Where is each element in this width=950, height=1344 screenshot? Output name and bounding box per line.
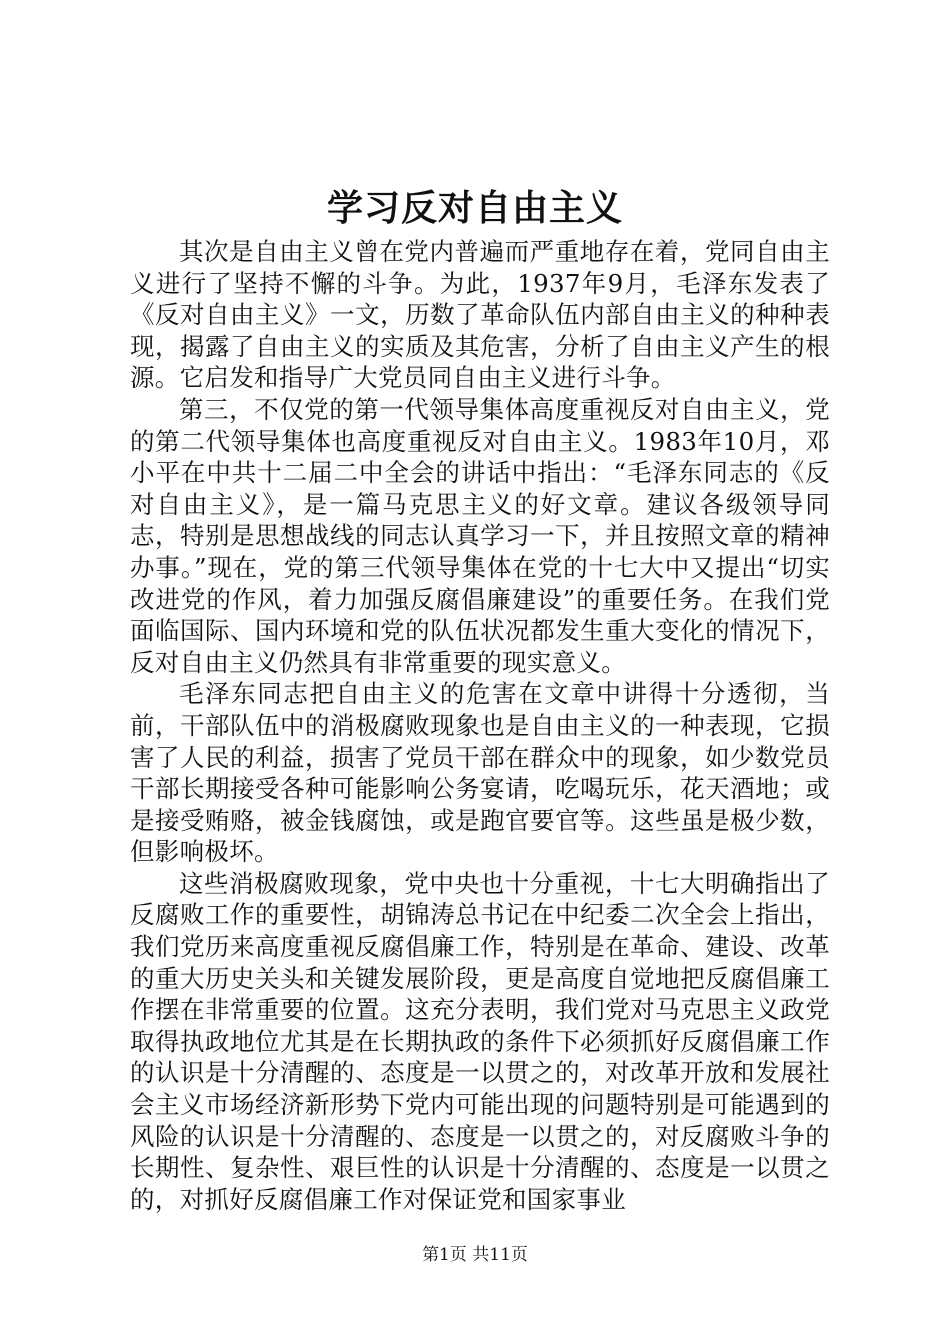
paragraph: 第三，不仅党的第一代领导集体高度重视反对自由主义，党的第二代领导集体也高度重视反对自由主义。1983年10月，邓小平在中共十二届二中全会的讲话中指出：“毛泽东同志的《反对自由主义》，是一篇马克思主义的好文章。建议各级领导同志，特别是思想战线的同志认真学习一下，并且按照文章的精神办事。”现在，党的第三代领导集体在党的十七大中又提出“切实改进党的作风，着力加强反腐倡廉建设”的重要任务。在我们党面临国际、国内环境和党的队伍状况都发生重大变化的情况下，反对自由主义仍然具有非常重要的现实意义。 bbox=[130, 394, 831, 677]
paragraph: 毛泽东同志把自由主义的危害在文章中讲得十分透彻，当前，干部队伍中的消极腐败现象也是自由主义的一种表现，它损害了人民的利益，损害了党员干部在群众中的现象，如少数党员干部长期接受各种可能影响公务宴请，吃喝玩乐，花天酒地；或是接受贿赂，被金钱腐蚀，或是跑官要官等。这些虽是极少数，但影响极坏。 bbox=[130, 679, 830, 867]
paragraph: 这些消极腐败现象，党中央也十分重视，十七大明确指出了反腐败工作的重要性，胡锦涛总书记在中纪委二次全会上指出，我们党历来高度重视反腐倡廉工作，特别是在革命、建设、改革的重大历史关头和关键发展阶段，更是高度自觉地把反腐倡廉工作摆在非常重要的位置。这充分表明，我们党对马克思主义政党取得执政地位尤其是在长期执政的条件下必须抓好反腐倡廉工作的认识是十分清醒的、态度是一以贯之的，对改革开放和发展社会主义市场经济新形势下党内可能出现的问题特别是可能遇到的风险的认识是十分清醒的、态度是一以贯之的，对反腐败斗争的长期性、复杂性、艰巨性的认识是十分清醒的、态度是一以贯之的，对抓好反腐倡廉工作对保证党和国家事业 bbox=[130, 868, 830, 1214]
page-number-footer: 第1页 共11页 bbox=[422, 1245, 528, 1265]
document-body bbox=[130, 236, 830, 1215]
document-title: 学习反对自由主义 bbox=[326, 187, 623, 229]
paragraph: 其次是自由主义曾在党内普遍而严重地存在着，党同自由主义进行了坚持不懈的斗争。为此，1937年9月，毛泽东发表了《反对自由主义》一文，历数了革命队伍内部自由主义的种种表现，揭露了自由主义的实质及其危害，分析了自由主义产生的根源。它启发和指导广大党员同自由主义进行斗争。 bbox=[130, 237, 830, 393]
